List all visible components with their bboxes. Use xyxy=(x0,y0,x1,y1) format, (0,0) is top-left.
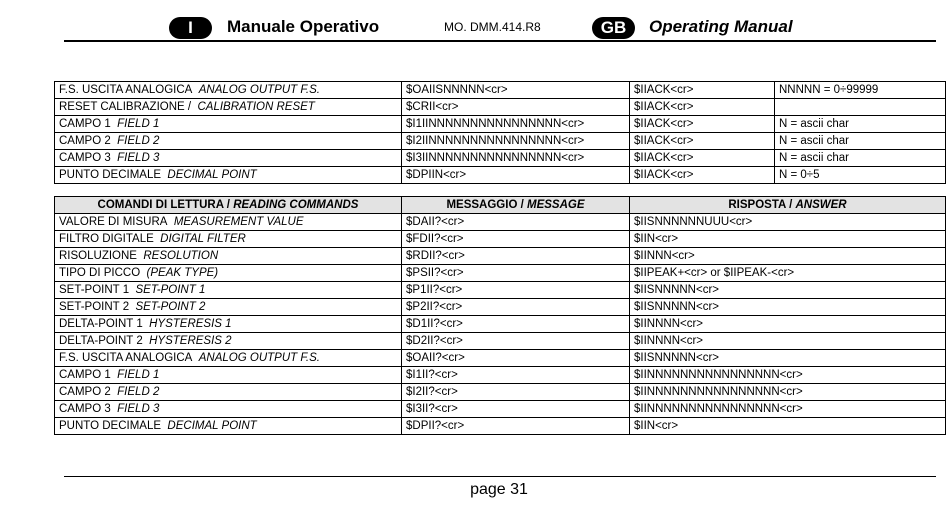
answer-cell: $IIN<cr> xyxy=(630,418,946,435)
message-cell: $I3IINNNNNNNNNNNNNNNN<cr> xyxy=(402,150,630,167)
command-label-english: MEASUREMENT VALUE xyxy=(173,216,304,228)
command-cell xyxy=(55,299,402,316)
read-commands-table xyxy=(54,196,946,435)
command-label-english: FIELD 2 xyxy=(117,135,160,147)
command-label-english: FIELD 1 xyxy=(117,118,160,130)
table-row xyxy=(55,401,946,418)
command-cell xyxy=(55,150,402,167)
message-cell: $FDII?<cr> xyxy=(402,231,630,248)
table-row xyxy=(55,418,946,435)
answer-cell: $IINNN<cr> xyxy=(630,248,946,265)
note-cell xyxy=(775,99,946,116)
column-header-message: MESSAGGIO / MESSAGE xyxy=(402,197,630,214)
message-cell: $P2II?<cr> xyxy=(402,299,630,316)
note-cell: N = ascii char xyxy=(775,150,946,167)
command-label-italian: PUNTO DECIMALE xyxy=(59,420,162,432)
command-cell xyxy=(55,350,402,367)
command-cell xyxy=(55,231,402,248)
command-label-english: FIELD 2 xyxy=(117,386,160,398)
message-cell: $P1II?<cr> xyxy=(402,282,630,299)
message-cell: $PSII?<cr> xyxy=(402,265,630,282)
answer-cell: $IISNNNNN<cr> xyxy=(630,350,946,367)
table-row xyxy=(55,316,946,333)
message-cell: $I2II?<cr> xyxy=(402,384,630,401)
command-label-italian: CAMPO 2 xyxy=(59,135,111,147)
command-label-italian: CAMPO 3 xyxy=(59,152,111,164)
answer-cell: $IIPEAK+<cr> or $IIPEAK-<cr> xyxy=(630,265,946,282)
table-row xyxy=(55,150,946,167)
command-cell xyxy=(55,367,402,384)
message-cell: $RDII?<cr> xyxy=(402,248,630,265)
answer-cell: $IIN<cr> xyxy=(630,231,946,248)
command-label-italian: F.S. USCITA ANALOGICA xyxy=(59,84,193,96)
answer-cell: $IINNNN<cr> xyxy=(630,333,946,350)
answer-cell: $IIACK<cr> xyxy=(630,116,775,133)
command-label-italian: RISOLUZIONE xyxy=(59,250,137,262)
answer-cell: $IISNNNNNNUUU<cr> xyxy=(630,214,946,231)
answer-cell: $IINNNN<cr> xyxy=(630,316,946,333)
table-row xyxy=(55,350,946,367)
command-cell xyxy=(55,316,402,333)
footer-divider xyxy=(64,476,936,477)
command-cell xyxy=(55,99,402,116)
table-row xyxy=(55,167,946,184)
message-cell: $DPIIN<cr> xyxy=(402,167,630,184)
table-row xyxy=(55,231,946,248)
message-cell: $CRII<cr> xyxy=(402,99,630,116)
message-cell: $I1IINNNNNNNNNNNNNNNN<cr> xyxy=(402,116,630,133)
message-cell: $I1II?<cr> xyxy=(402,367,630,384)
command-label-english: SET-POINT 1 xyxy=(135,284,206,296)
document-code: MO. DMM.414.R8 xyxy=(444,20,541,34)
message-cell: $DPII?<cr> xyxy=(402,418,630,435)
answer-cell: $IIACK<cr> xyxy=(630,82,775,99)
command-cell xyxy=(55,401,402,418)
table-row xyxy=(55,99,946,116)
command-label-english: RESOLUTION xyxy=(143,250,219,262)
command-label-italian: VALORE DI MISURA xyxy=(59,216,168,228)
column-header-answer: RISPOSTA / ANSWER xyxy=(630,197,946,214)
manual-title-english: Operating Manual xyxy=(649,17,793,36)
command-label-italian: DELTA-POINT 2 xyxy=(59,335,143,347)
command-label-english: FIELD 3 xyxy=(117,403,160,415)
note-cell: N = 0÷5 xyxy=(775,167,946,184)
command-cell xyxy=(55,384,402,401)
command-cell xyxy=(55,82,402,99)
command-label-italian: FILTRO DIGITALE xyxy=(59,233,154,245)
command-cell xyxy=(55,133,402,150)
message-cell: $I2IINNNNNNNNNNNNNNNN<cr> xyxy=(402,133,630,150)
command-label-english: DECIMAL POINT xyxy=(167,420,257,432)
header-divider xyxy=(64,40,936,42)
command-label-english: DECIMAL POINT xyxy=(167,169,257,181)
table-row xyxy=(55,265,946,282)
command-label-english: DIGITAL FILTER xyxy=(160,233,246,245)
command-cell xyxy=(55,265,402,282)
page-header xyxy=(0,0,950,44)
command-label-english: ANALOG OUTPUT F.S. xyxy=(198,352,320,364)
table-row xyxy=(55,367,946,384)
command-cell xyxy=(55,116,402,133)
command-label-italian: TIPO DI PICCO xyxy=(59,267,141,279)
answer-cell: $IIACK<cr> xyxy=(630,99,775,116)
command-label-italian: PUNTO DECIMALE xyxy=(59,169,162,181)
command-label-english: CALIBRATION RESET xyxy=(197,101,315,113)
note-cell: N = ascii char xyxy=(775,133,946,150)
command-label-italian: SET-POINT 2 xyxy=(59,301,130,313)
command-cell xyxy=(55,282,402,299)
command-label-italian: CAMPO 1 xyxy=(59,369,111,381)
answer-cell: $IINNNNNNNNNNNNNNNN<cr> xyxy=(630,367,946,384)
command-cell xyxy=(55,167,402,184)
answer-cell: $IINNNNNNNNNNNNNNNN<cr> xyxy=(630,384,946,401)
table-row xyxy=(55,333,946,350)
table-row xyxy=(55,82,946,99)
answer-cell: $IINNNNNNNNNNNNNNNN<cr> xyxy=(630,401,946,418)
answer-cell: $IIACK<cr> xyxy=(630,167,775,184)
page-number: page 31 xyxy=(470,481,528,498)
table-row xyxy=(55,116,946,133)
table-header-row xyxy=(55,197,946,214)
table-row xyxy=(55,248,946,265)
command-label-english: SET-POINT 2 xyxy=(135,301,206,313)
italian-language-badge: I xyxy=(169,17,212,39)
command-cell xyxy=(55,214,402,231)
answer-cell: $IIACK<cr> xyxy=(630,150,775,167)
table-row xyxy=(55,214,946,231)
command-label-english: FIELD 1 xyxy=(117,369,160,381)
command-cell xyxy=(55,333,402,350)
answer-cell: $IISNNNNN<cr> xyxy=(630,282,946,299)
message-cell: $D1II?<cr> xyxy=(402,316,630,333)
note-cell: NNNNN = 0÷99999 xyxy=(775,82,946,99)
message-cell: $D2II?<cr> xyxy=(402,333,630,350)
write-commands-table xyxy=(54,81,946,184)
message-cell: $I3II?<cr> xyxy=(402,401,630,418)
command-cell xyxy=(55,248,402,265)
manual-title-italian: Manuale Operativo xyxy=(227,17,380,36)
english-language-badge: GB xyxy=(592,17,635,39)
command-label-english: HYSTERESIS 2 xyxy=(149,335,232,347)
note-cell: N = ascii char xyxy=(775,116,946,133)
command-label-english: ANALOG OUTPUT F.S. xyxy=(198,84,320,96)
answer-cell: $IISNNNNN<cr> xyxy=(630,299,946,316)
command-label-italian: CAMPO 3 xyxy=(59,403,111,415)
command-label-italian: CAMPO 1 xyxy=(59,118,111,130)
command-label-italian: CAMPO 2 xyxy=(59,386,111,398)
message-cell: $DAII?<cr> xyxy=(402,214,630,231)
table-row xyxy=(55,384,946,401)
table-row xyxy=(55,299,946,316)
column-header-command: COMANDI DI LETTURA / READING COMMANDS xyxy=(55,197,402,214)
message-cell: $OAII?<cr> xyxy=(402,350,630,367)
command-label-italian: SET-POINT 1 xyxy=(59,284,130,296)
command-label-italian: DELTA-POINT 1 xyxy=(59,318,143,330)
command-label-italian: RESET CALIBRAZIONE / xyxy=(59,101,192,113)
table-row xyxy=(55,133,946,150)
message-cell: $OAIISNNNNN<cr> xyxy=(402,82,630,99)
command-label-english: (PEAK TYPE) xyxy=(146,267,219,279)
command-label-italian: F.S. USCITA ANALOGICA xyxy=(59,352,193,364)
answer-cell: $IIACK<cr> xyxy=(630,133,775,150)
table-row xyxy=(55,282,946,299)
command-label-english: FIELD 3 xyxy=(117,152,160,164)
command-label-english: HYSTERESIS 1 xyxy=(149,318,232,330)
command-cell xyxy=(55,418,402,435)
